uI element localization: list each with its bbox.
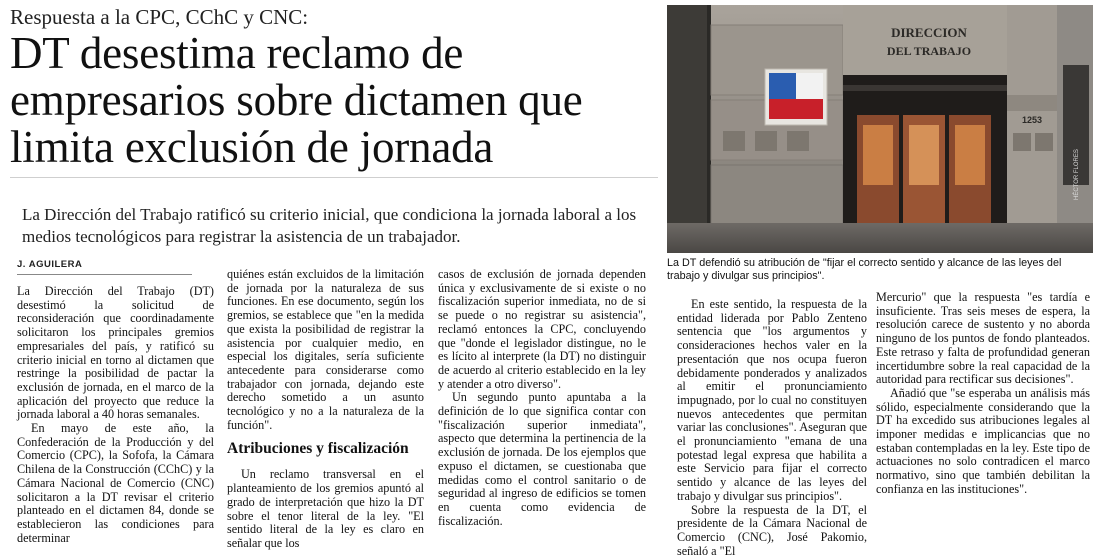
paragraph: Sobre la respuesta de la DT, el presidente de la Cámara Nacional de Comercio (CNC), José Pakomio, señaló a "El [677,502,867,558]
column-3 [438,268,646,528]
paragraph: En este sentido, la respuesta de la entidad liderada por Pablo Zenteno sentencia que "los argumentos y consideraciones hechos valer en la presentación que nos ocupa fueron debidamente ponderados y analizados al emitir el pronunciamiento impugnado, por lo cual no constituyen nuevos antecedentes que permitan variar las conclusiones". Aseguran que el pronunciamiento "emana de una potestad legal expresa que habilita a este Servicio para fijar el correcto sentido y alcance de las leyes del trabajo y divulgar sus principios". [677,297,867,503]
sign-line-1: DIRECCION [891,25,967,40]
subheading: Atribuciones y fiscalización [227,440,409,458]
paragraph: Un segundo punto apuntaba a la definición de lo que significa contar con "fiscalización superior inmediata", aspecto que determina la pertinencia de la exclusión de jornada. De los ejemplos que expuso el dictamen, se cuestionaba que medidas como el control sanitario o de seguridad al ingreso de edificios se tomen en cuenta como evidencia de fiscalización. [438,390,646,528]
column-2 [227,268,424,551]
column-4 [677,298,867,558]
building-photo [667,5,1093,253]
byline: J. AGUILERA [17,259,83,270]
photo-illustration [667,5,1093,253]
sign-line-2: DEL TRABAJO [886,44,972,58]
photo-caption: La DT defendió su atribución de "fijar el correcto sentido y alcance de las leyes del trabajo y divulgar sus principios". [667,257,1062,282]
paragraph: Añadió que "se esperaba un análisis más sólido, especialmente considerando que la DT ha excedido sus atribuciones legales al imponer medidas e implicancias que no estaban contempladas en la ley. Este tipo de actuaciones no solo contradicen el marco normativo, sino que también debilitan la confianza en las instituciones". [876,385,1090,496]
column-5 [876,291,1090,497]
street-number: 1253 [1021,115,1043,125]
headline: DT desestima reclamo de empresarios sobre dictamen que limita exclusión de jornada [10,28,583,172]
paragraph: casos de exclusión de jornada dependen única y exclusivamente de si existe o no fiscalización superior inmediata, no de si se puede o no registrar su asistencia", reclamó entonces la CPC, concluyendo que "donde el legislador distingue, no le es lícito al interprete (la DT) no distinguir de acuerdo al criterio establecido en la ley y atender a otro diverso". [438,267,646,391]
kicker: Respuesta a la CPC, CChC y CNC: [10,5,309,29]
paragraph: En mayo de este año, la Confederación de la Producción y del Comercio (CPC), la Sofofa, la Cámara Chilena de la Construcción (CChC) y la Cámara Nacional de Comercio (CNC) solicitaron a la DT revisar el criterio planteado en el dictamen 84, donde se establecieron las condiciones para determinar [17,421,214,545]
column-1 [17,285,214,545]
paragraph: La Dirección del Trabajo (DT) desestimó la solicitud de reconsideración que coordinadamente solicitaron los principales gremios empresariales del país, y ratificó su criterio inicial en torno al dictamen que restringe la posibilidad de pactar la exclusión de jornada, en el marco de la aplicación del proyecto que reduce la jornada laboral a 40 horas semanales. [17,284,214,422]
deck: La Dirección del Trabajo ratificó su criterio inicial, que condiciona la jornada laboral a los medios tecnológicos para registrar la asistencia de un trabajador. [22,205,637,246]
byline-rule [17,274,192,275]
headline-rule [10,177,658,178]
photo-credit: HÉCTOR FLORES [1074,149,1080,200]
paragraph: quiénes están excluidos de la limitación de jornada por la naturaleza de sus funciones. En ese documento, según los gremios, se establece que "en la medida que exista la posibilidad de registrar la asistencia por cualquier medio, en especial los digitales, sería suficiente antecedente para considerarse como trabajador con jornada, dejando este derecho sometido a un asunto tecnológico y no a la naturaleza de la función". [227,267,424,432]
paragraph: Mercurio" que la respuesta "es tardía e insuficiente. Tras seis meses de espera, la resolución carece de sustento y no aborda ninguno de los puntos de fondo planteados. Este retraso y falta de profundidad generan incertidumbre sobre la real capacidad de la autoridad para rectificar sus decisiones". [876,290,1090,387]
paragraph: Un reclamo transversal en el planteamiento de los gremios apuntó al grado de interpretación que hizo la DT sobre el tenor literal de la ley. "El sentido literal de la ley es claro en señalar que los [227,467,424,550]
